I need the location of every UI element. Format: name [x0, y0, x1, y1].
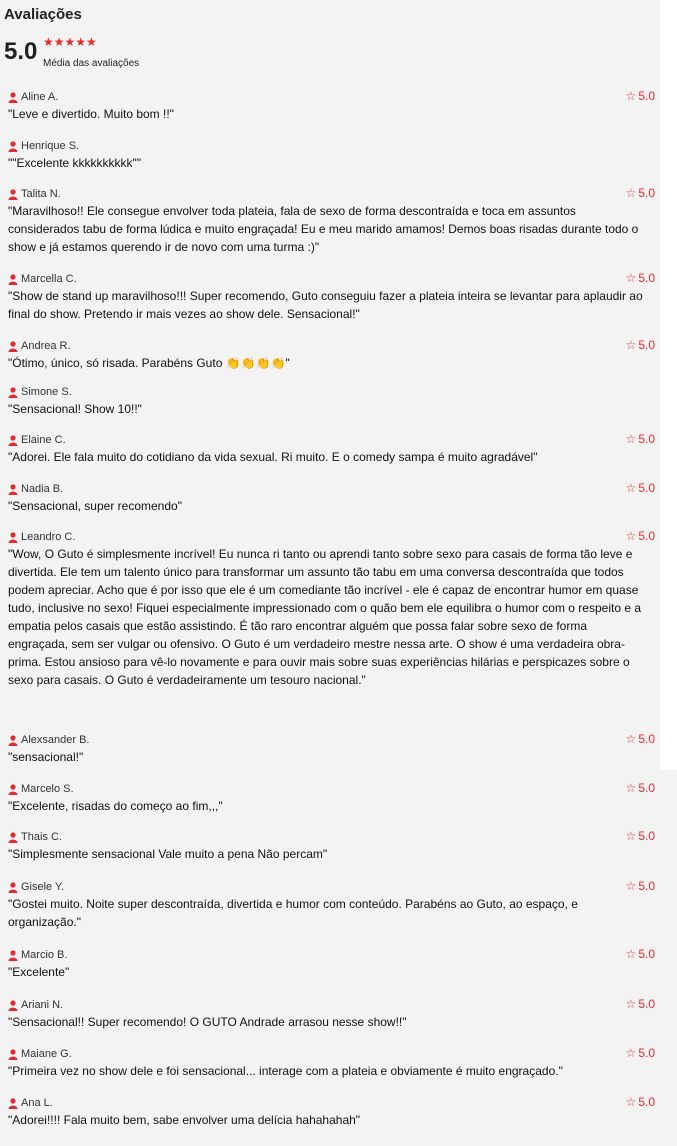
- star-outline-icon: ☆: [625, 997, 637, 1011]
- star-outline-icon: ☆: [625, 1046, 637, 1060]
- review-text: ""Excelente kkkkkkkkkk"": [8, 156, 142, 170]
- user-icon: [8, 1049, 18, 1060]
- review-text: "Excelente": [8, 965, 70, 979]
- review-text: "Excelente, risadas do começo ao fim,,,": [8, 799, 223, 813]
- rating-value: 5.0: [638, 947, 655, 961]
- review-rating: [626, 781, 655, 795]
- review-rating: [626, 186, 655, 200]
- user-icon: [8, 189, 18, 200]
- review-text: "Simplesmente sensacional Vale muito a pena Não percam": [8, 847, 328, 861]
- star-outline-icon: ☆: [625, 432, 637, 446]
- star-outline-icon: ☆: [625, 879, 637, 893]
- reviewer-name: Henrique S.: [21, 140, 80, 152]
- review-text: "Adorei. Ele fala muito do cotidiano da vida sexual. Ri muito. E o comedy sampa é muito agradável": [8, 450, 538, 464]
- rating-value: 5.0: [638, 432, 655, 446]
- reviewer: [8, 433, 66, 447]
- user-icon: [8, 784, 18, 795]
- rating-value: 5.0: [638, 732, 655, 746]
- reviewer-name: Thais C.: [21, 831, 62, 843]
- reviewer: [8, 385, 72, 399]
- average-stars: ★★★★★: [43, 35, 97, 49]
- reviewer-name: Alexsander B.: [21, 734, 90, 746]
- review-rating: [626, 997, 655, 1011]
- reviewer-name: Simone S.: [21, 386, 72, 398]
- star-outline-icon: ☆: [625, 89, 637, 103]
- rating-value: 5.0: [638, 781, 655, 795]
- star-outline-icon: ☆: [625, 732, 637, 746]
- review-rating: [626, 338, 655, 352]
- review-text: "Wow, O Guto é simplesmente incrível! Eu nunca ri tanto ou aprendi tanto sobre sexo para casais de forma tão leve e divertida. Ele tem um talento único para transformar um assunto tão tabu em uma conversa descontraída que todos podem apreciar. Acho que é por isso que ele é um comediante tão incrível - ele é capaz de encontrar humor em quase tudo, inclusive no sexo! Fiquei especialmente impressionado com o quão bem ele equilibra o humor com o respeito e a empatia pelos casais que estão assistindo. É tão raro encontrar alguém que possa falar sobre sexo de forma engraçada, sem ser vulgar ou ofensivo. O Guto é um verdadeiro mestre nessa arte. O show é uma verdadeira obra-prima. Estou ansioso para vê-lo novamente e para ouvir mais sobre suas experiências hilárias e perspicazes sobre o sexo para casais. O Guto é verdadeiramente um tesouro nacional.": [8, 547, 642, 687]
- reviewer: [8, 1047, 72, 1061]
- reviewer: [8, 90, 58, 104]
- review-text: "Sensacional!! Super recomendo! O GUTO Andrade arrasou nesse show!!": [8, 1015, 407, 1029]
- reviewer-name: Marcelo S.: [21, 783, 74, 795]
- rating-value: 5.0: [638, 481, 655, 495]
- user-icon: [8, 92, 18, 103]
- reviewer: [8, 272, 77, 286]
- reviewer: [8, 880, 64, 894]
- rating-value: 5.0: [638, 338, 655, 352]
- review-rating: [626, 1095, 655, 1109]
- rating-value: 5.0: [638, 1095, 655, 1109]
- average-label: Média das avaliações: [43, 58, 140, 69]
- reviewer-name: Gisele Y.: [21, 881, 65, 893]
- review-rating: [626, 1046, 655, 1060]
- user-icon: [8, 882, 18, 893]
- review-rating: [626, 529, 655, 543]
- star-outline-icon: ☆: [625, 829, 637, 843]
- reviewer-name: Leandro C.: [21, 531, 76, 543]
- reviewer-name: Marcella C.: [21, 273, 77, 285]
- review-rating: [626, 829, 655, 843]
- star-outline-icon: ☆: [625, 781, 637, 795]
- star-outline-icon: ☆: [625, 338, 637, 352]
- rating-value: 5.0: [638, 997, 655, 1011]
- reviewer: [8, 139, 79, 153]
- review-text: "Show de stand up maravilhoso!!! Super recomendo, Guto conseguiu fazer a plateia inteira se levantar para aplaudir ao final do show. Pretendo ir mais vezes ao show dele. Sensacional!": [8, 289, 643, 321]
- reviewer-name: Ana L.: [21, 1097, 53, 1109]
- review-text: "Sensacional! Show 10!!": [8, 402, 142, 416]
- reviewer: [8, 187, 61, 201]
- reviewer-name: Nadia B.: [21, 483, 64, 495]
- reviewer: [8, 782, 74, 796]
- review-rating: [626, 271, 655, 285]
- review-text: "Leve e divertido. Muito bom !!": [8, 107, 174, 121]
- reviewer-name: Talita N.: [21, 188, 61, 200]
- reviews-panel-lower: [0, 770, 677, 1146]
- reviewer: [8, 830, 62, 844]
- review-rating: [626, 732, 655, 746]
- star-outline-icon: ☆: [625, 1095, 637, 1109]
- review-text: "Primeira vez no show dele e foi sensacional... interage com a plateia e obviamente é muito engraçado.": [8, 1064, 563, 1078]
- star-outline-icon: ☆: [625, 481, 637, 495]
- user-icon: [8, 1098, 18, 1109]
- review-text: "sensacional!": [8, 750, 84, 764]
- user-icon: [8, 141, 18, 152]
- rating-value: 5.0: [638, 1046, 655, 1060]
- reviewer: [8, 482, 63, 496]
- reviewer-name: Marcio B.: [21, 949, 68, 961]
- star-outline-icon: ☆: [625, 947, 637, 961]
- user-icon: [8, 387, 18, 398]
- rating-value: 5.0: [638, 89, 655, 103]
- review-text: "Sensacional, super recomendo": [8, 499, 182, 513]
- review-rating: [626, 879, 655, 893]
- review-text: "Adorei!!!! Fala muito bem, sabe envolver uma delícia hahahahah": [8, 1113, 361, 1127]
- review-rating: [626, 947, 655, 961]
- user-icon: [8, 341, 18, 352]
- rating-value: 5.0: [638, 529, 655, 543]
- rating-value: 5.0: [638, 829, 655, 843]
- user-icon: [8, 735, 18, 746]
- star-outline-icon: ☆: [625, 271, 637, 285]
- rating-value: 5.0: [638, 271, 655, 285]
- star-outline-icon: ☆: [625, 186, 637, 200]
- review-text: "Ótimo, único, só risada. Parabéns Guto 👏👏👏👏": [8, 356, 290, 370]
- star-outline-icon: ☆: [625, 529, 637, 543]
- rating-value: 5.0: [638, 879, 655, 893]
- reviewer: [8, 530, 75, 544]
- user-icon: [8, 950, 18, 961]
- review-text: "Gostei muito. Noite super descontraída, divertida e humor com conteúdo. Parabéns ao Guto, ao espaço, e organização.": [8, 897, 578, 929]
- user-icon: [8, 1000, 18, 1011]
- review-text: "Maravilhoso!! Ele consegue envolver toda plateia, fala de sexo de forma descontraída e toca em assuntos considerados tabu de forma lúdica e muito engraçada! Eu e meu marido amamos! Demos boas risadas durante todo o show e já estamos querendo ir de novo com uma turma :)": [8, 204, 639, 254]
- reviewer-name: Elaine C.: [21, 434, 66, 446]
- reviewer: [8, 733, 89, 747]
- user-icon: [8, 532, 18, 543]
- user-icon: [8, 832, 18, 843]
- review-rating: [626, 89, 655, 103]
- rating-value: 5.0: [638, 186, 655, 200]
- section-title: Avaliações: [4, 6, 82, 23]
- user-icon: [8, 274, 18, 285]
- reviewer-name: Ariani N.: [21, 999, 64, 1011]
- reviewer: [8, 998, 63, 1012]
- user-icon: [8, 435, 18, 446]
- average-score: 5.0: [4, 38, 38, 65]
- review-rating: [626, 432, 655, 446]
- review-rating: [626, 481, 655, 495]
- user-icon: [8, 484, 18, 495]
- ratings-summary: [0, 0, 660, 98]
- reviewer: [8, 948, 67, 962]
- reviewer: [8, 339, 71, 353]
- reviewer-name: Aline A.: [21, 91, 59, 103]
- reviewer-name: Maiane G.: [21, 1048, 72, 1060]
- reviewer: [8, 1096, 53, 1110]
- reviewer-name: Andrea R.: [21, 340, 71, 352]
